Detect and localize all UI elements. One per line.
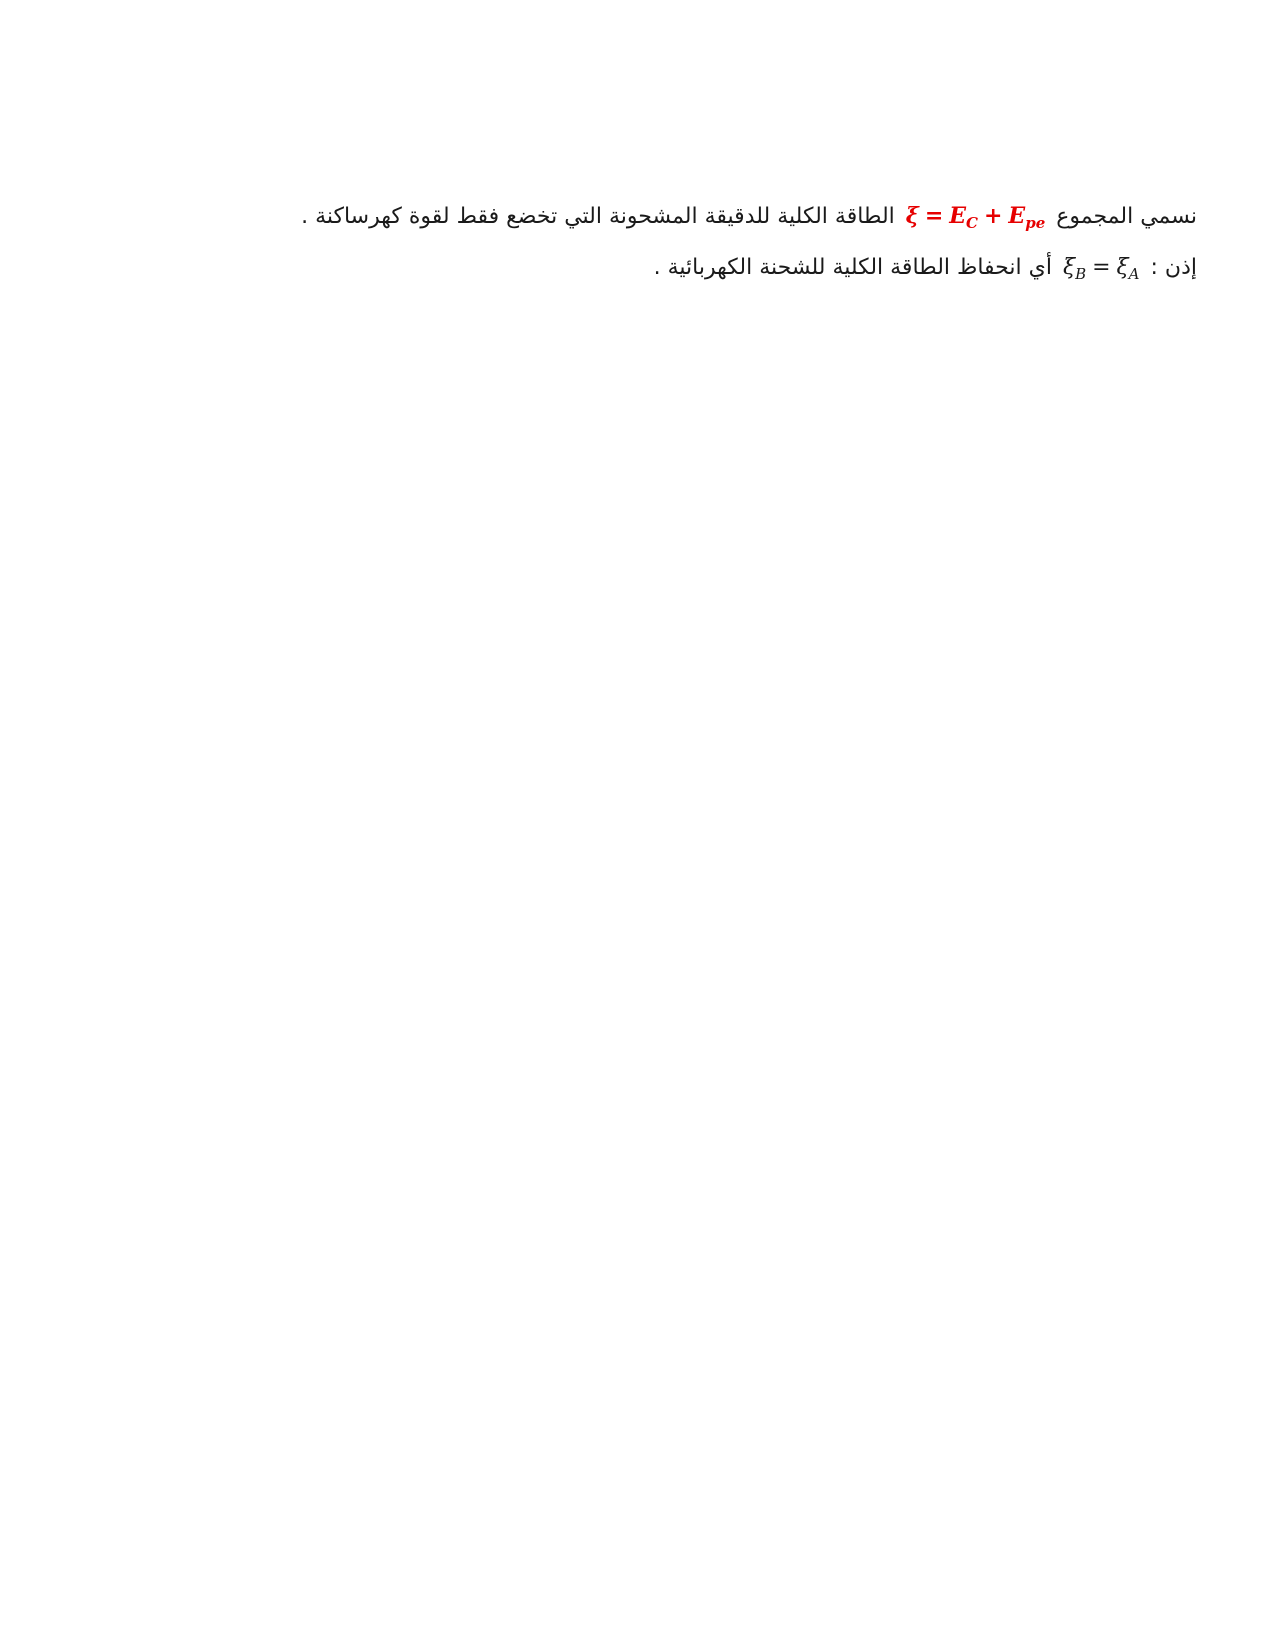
formula-equals-2: =	[1092, 255, 1111, 280]
paragraph-1-lead-text: نسمي المجموع	[1056, 204, 1197, 229]
formula-equals: =	[924, 203, 944, 229]
formula-xi-a: ξ	[1116, 255, 1129, 280]
paragraph-energy-conservation	[237, 252, 1197, 284]
formula-potential-energy: E	[1008, 203, 1026, 229]
paragraph-2-trailing-text: أي انحفاظ الطاقة الكلية للشحنة الكهربائية .	[653, 255, 1052, 280]
formula-subscript-b: B	[1075, 265, 1087, 283]
formula-xi-b: ξ	[1062, 255, 1076, 280]
paragraph-2-lead-text: إذن :	[1150, 255, 1197, 280]
formula-kinetic-subscript: C	[966, 214, 978, 232]
total-energy-formula	[906, 200, 1045, 232]
formula-kinetic-energy: E	[949, 203, 967, 229]
paragraph-1-trailing-text: الطاقة الكلية للدقيقة المشحونة التي تخضع فقط لقوة كهرساكنة .	[301, 204, 895, 229]
paragraph-total-energy-definition	[237, 200, 1197, 233]
formula-subscript-a: A	[1128, 265, 1140, 283]
energy-conservation-formula	[1063, 252, 1140, 284]
formula-xi: ξ	[905, 203, 919, 229]
formula-plus: +	[983, 203, 1003, 229]
formula-potential-subscript: pe	[1025, 214, 1046, 232]
